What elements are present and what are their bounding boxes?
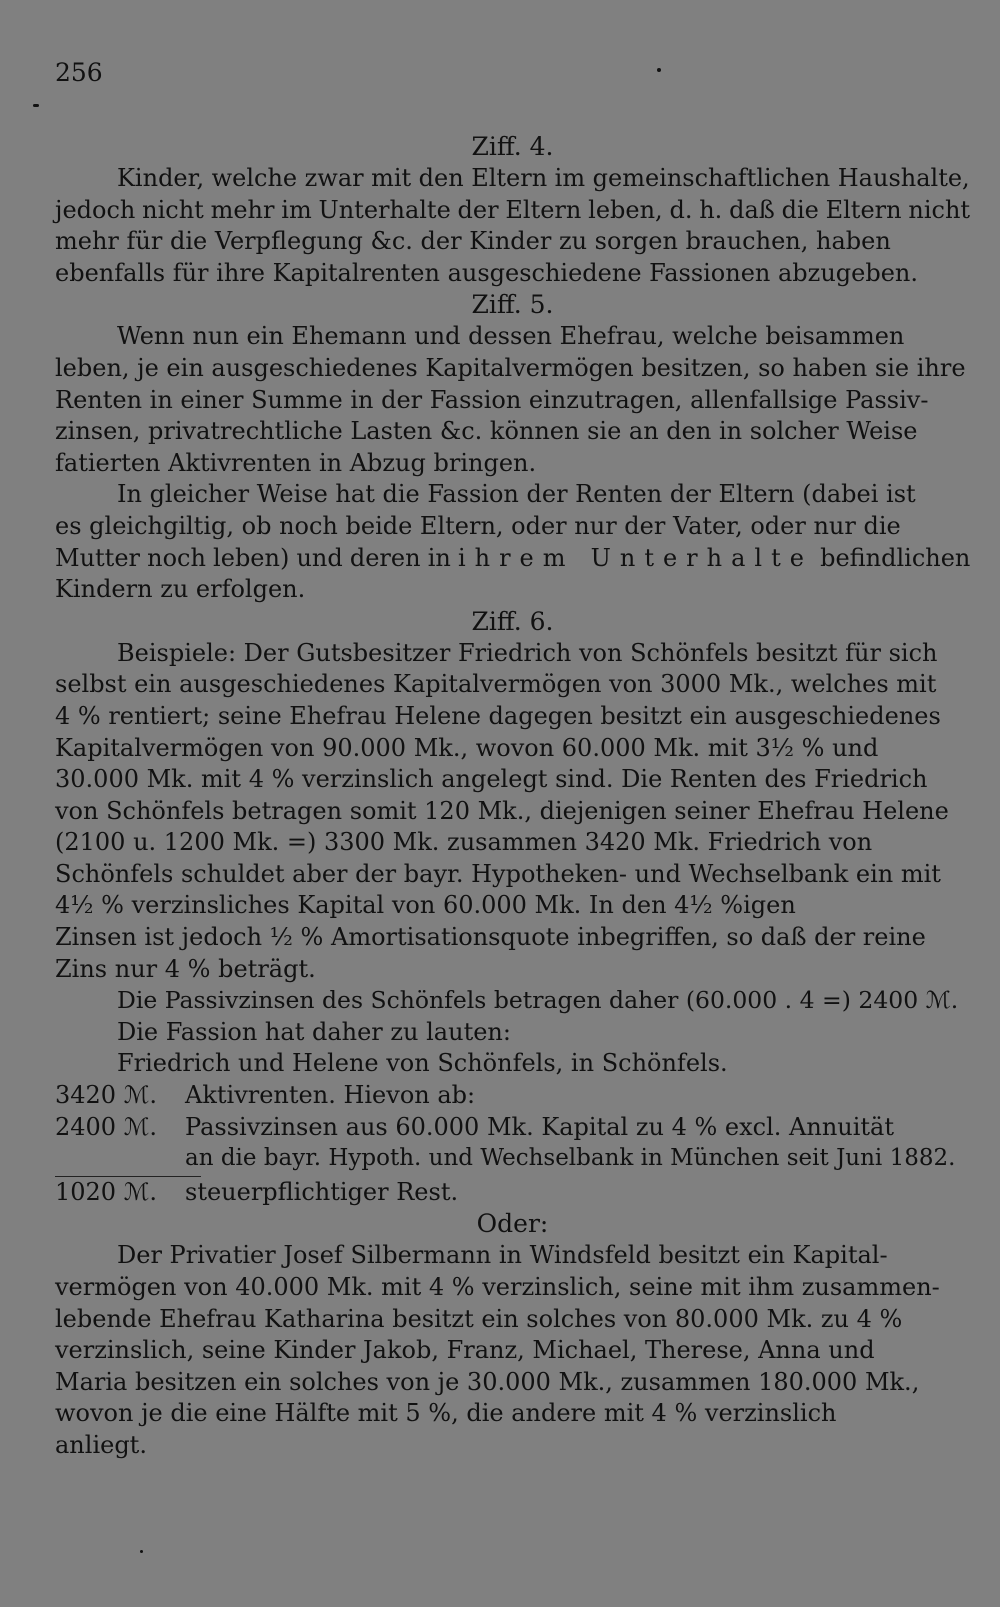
text-segment: befindlichen [812, 543, 971, 572]
emphasized-text: ihrem Unterhalte [457, 543, 813, 572]
calc-amount: 3420 ℳ. [55, 1081, 157, 1110]
text-line: fatierten Aktivrenten in Abzug bringen. [55, 448, 537, 477]
text-line: Der Privatier Josef Silbermann in Windsfeld besitzt ein Kapital- [117, 1241, 888, 1270]
fassion-line: Die Fassion hat daher zu lauten: [117, 1017, 511, 1046]
paragraph-ziff-5-a [55, 321, 970, 479]
paragraph-ziff-5-b [55, 479, 970, 605]
calc-row-rest [55, 1177, 970, 1209]
text-line: anliegt. [55, 1430, 147, 1459]
text-line: vermögen von 40.000 Mk. mit 4 % verzinslich, seine mit ihm zusammen- [55, 1273, 940, 1301]
text-line: 30.000 Mk. mit 4 % verzinslich angelegt sind. Die Renten des Friedrich [55, 765, 928, 794]
text-line: Zinsen ist jedoch ½ % Amortisationsquote inbegriffen, so daß der reine [55, 923, 926, 952]
text-line: Wenn nun ein Ehemann und dessen Ehefrau, welche beisammen [117, 322, 905, 351]
text-line: mehr für die Verpflegung &c. der Kinder zu sorgen brauchen, haben [55, 227, 891, 256]
calc-text: steuerpflichtiger Rest. [185, 1177, 459, 1206]
text-segment: Mutter noch leben) und deren in [55, 543, 458, 572]
text-line: wovon je die eine Hälfte mit 5 %, die andere mit 4 % verzinslich [55, 1399, 837, 1428]
calculation-block [55, 1080, 970, 1208]
text-line: von Schönfels betragen somit 120 Mk., diejenigen seiner Ehefrau Helene [55, 796, 949, 825]
paragraph-ziff-4 [55, 163, 970, 289]
text-line: 4½ % verzinsliches Kapital von 60.000 Mk. In den 4½ %igen [55, 891, 796, 920]
paragraph-ziff-6-a [55, 638, 970, 986]
calc-amount: 2400 ℳ. [55, 1112, 157, 1141]
text-line: selbst ein ausgeschiedenes Kapitalvermögen von 3000 Mk., welches mit [55, 670, 937, 699]
text-line: lebende Ehefrau Katharina besitzt ein solches von 80.000 Mk. zu 4 % [55, 1304, 903, 1333]
speck-left [33, 104, 39, 107]
text-line: Zins nur 4 % beträgt. [55, 954, 316, 983]
text-line: ebenfalls für ihre Kapitalrenten ausgeschiedene Fassionen abzugeben. [55, 258, 918, 287]
text-line: zinsen, privatrechtliche Lasten &c. können sie an den in solcher Weise [55, 417, 918, 446]
text-line: Kapitalvermögen von 90.000 Mk., wovon 60.000 Mk. mit 3½ % und [55, 733, 879, 762]
text-line: Beispiele: Der Gutsbesitzer Friedrich von Schönfels besitzt für sich [117, 638, 938, 667]
calc-text: an die bayr. Hypoth. und Wechselbank in München seit Juni 1882. [185, 1145, 956, 1172]
text-line: 4 % rentiert; seine Ehefrau Helene dagegen besitzt ein ausgeschiedenes [55, 701, 941, 730]
calc-text: Aktivrenten. Hievon ab: [185, 1081, 476, 1110]
paragraph-ziff-6-b [55, 1240, 970, 1461]
calc-row-aktiv [55, 1080, 970, 1112]
text-line: leben, je ein ausgeschiedenes Kapitalvermögen besitzen, so haben sie ihre [55, 353, 966, 382]
text-line: verzinslich, seine Kinder Jakob, Franz, Michael, Therese, Anna und [55, 1336, 875, 1365]
text-line [55, 543, 970, 575]
calc-text: Passivzinsen aus 60.000 Mk. Kapital zu 4 % excl. Annuität [185, 1112, 895, 1141]
names-line: Friedrich und Helene von Schönfels, in Schönfels. [117, 1049, 728, 1078]
text-line: Schönfels schuldet aber der bayr. Hypotheken- und Wechselbank ein mit [55, 859, 941, 888]
passiv-line: Die Passivzinsen des Schönfels betragen daher (60.000 . 4 =) 2400 ℳ. [117, 986, 959, 1015]
heading-ziff-5: Ziff. 5. [471, 290, 554, 320]
page [55, 58, 970, 1462]
page-number: 256 [55, 58, 103, 87]
speck-bottom [140, 1550, 143, 1553]
text-line: Kindern zu erfolgen. [55, 575, 306, 604]
text-line: es gleichgiltig, ob noch beide Eltern, oder nur der Vater, oder nur die [55, 511, 901, 540]
calc-amount: 1020 ℳ. [55, 1177, 157, 1206]
text-line: (2100 u. 1200 Mk. =) 3300 Mk. zusammen 3420 Mk. Friedrich von [55, 828, 873, 857]
calc-row-passiv-cont [55, 1143, 970, 1175]
heading-ziff-6: Ziff. 6. [471, 606, 554, 636]
text-line: Kinder, welche zwar mit den Eltern im gemeinschaftlichen Haushalte, [117, 164, 970, 192]
heading-oder: Oder: [476, 1209, 549, 1239]
text-line: jedoch nicht mehr im Unterhalte der Eltern leben, d. h. daß die Eltern nicht [55, 195, 971, 224]
text-line: In gleicher Weise hat die Fassion der Renten der Eltern (dabei ist [117, 480, 916, 509]
text-line: Renten in einer Summe in der Fassion einzutragen, allenfallsige Passiv- [55, 385, 929, 414]
calc-amount [55, 1143, 185, 1175]
text-line: Maria besitzen ein solches von je 30.000 Mk., zusammen 180.000 Mk., [55, 1367, 920, 1396]
calc-row-passiv [55, 1112, 970, 1144]
heading-ziff-4: Ziff. 4. [471, 132, 554, 161]
